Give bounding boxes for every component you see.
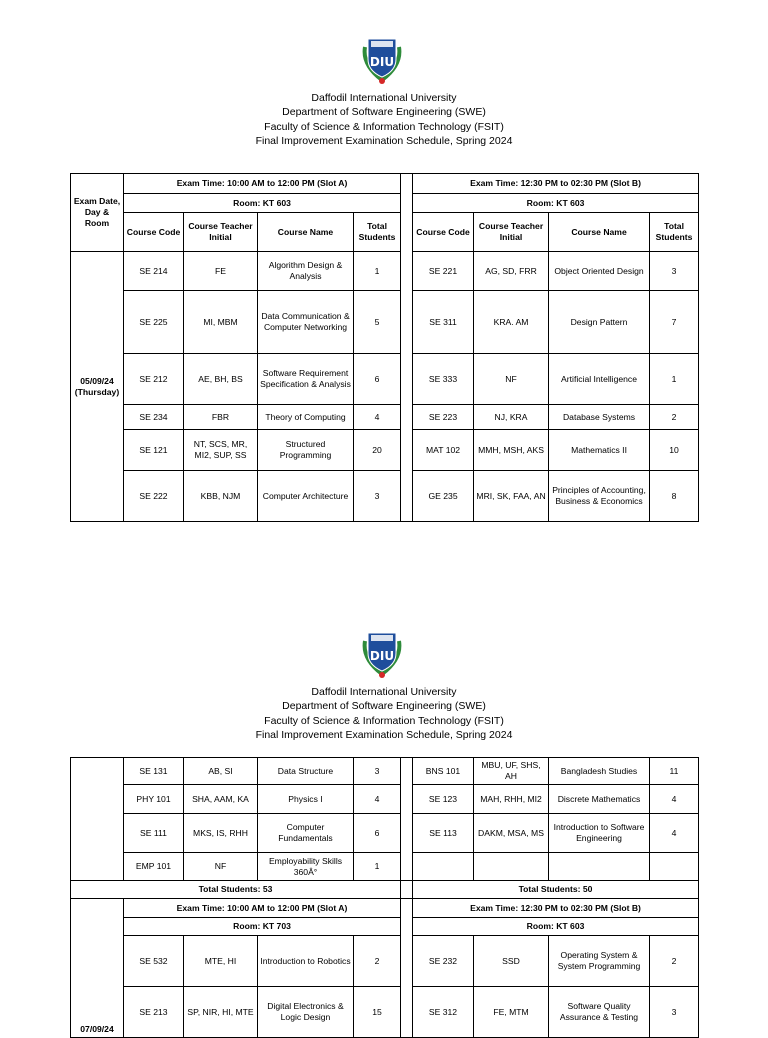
course-code: SE 212 bbox=[124, 354, 184, 405]
total-students: 2 bbox=[354, 936, 401, 987]
table-row bbox=[71, 987, 699, 1038]
total-students: 3 bbox=[650, 252, 699, 291]
course-code: SE 113 bbox=[413, 814, 474, 853]
total-students: 1 bbox=[354, 252, 401, 291]
slot-a-total-students: Total Students: 53 bbox=[71, 881, 401, 899]
course-name: Data Communication & Computer Networking bbox=[258, 291, 354, 354]
slot-b-room: Room: KT 603 bbox=[413, 194, 699, 213]
course-code: SE 232 bbox=[413, 936, 474, 987]
course-code: SE 311 bbox=[413, 291, 474, 354]
course-name: Discrete Mathematics bbox=[549, 785, 650, 814]
table-row bbox=[71, 252, 699, 291]
table-row bbox=[71, 430, 699, 471]
teacher-initial: NF bbox=[184, 853, 258, 881]
total-students: 20 bbox=[354, 430, 401, 471]
teacher-initial: MTE, HI bbox=[184, 936, 258, 987]
university-name: Daffodil International University bbox=[311, 686, 457, 698]
teacher-initial: FBR bbox=[184, 405, 258, 430]
table-row bbox=[71, 814, 699, 853]
course-code: SE 121 bbox=[124, 430, 184, 471]
diu-logo bbox=[359, 629, 405, 679]
course-name: Design Pattern bbox=[549, 291, 650, 354]
course-code: SE 111 bbox=[124, 814, 184, 853]
exam-date: 05/09/24 (Thursday) bbox=[71, 252, 124, 522]
column-gap bbox=[401, 758, 413, 881]
course-code: SE 131 bbox=[124, 758, 184, 785]
course-name: Database Systems bbox=[549, 405, 650, 430]
faculty-name: Faculty of Science & Information Technology (FSIT) bbox=[264, 120, 504, 133]
teacher-initial: SP, NIR, HI, MTE bbox=[184, 987, 258, 1038]
col-total-students: Total Students bbox=[354, 213, 401, 252]
course-code: SE 333 bbox=[413, 354, 474, 405]
course-code: SE 223 bbox=[413, 405, 474, 430]
teacher-initial: DAKM, MSA, MS bbox=[474, 814, 549, 853]
course-name: Operating System & System Programming bbox=[549, 936, 650, 987]
exam-date-header: Exam Date, Day & Room bbox=[71, 174, 124, 252]
svg-text:DIU: DIU bbox=[369, 649, 395, 663]
course-name: Computer Fundamentals bbox=[258, 814, 354, 853]
col-course-name: Course Name bbox=[549, 213, 650, 252]
teacher-initial: KRA. AM bbox=[474, 291, 549, 354]
course-name: Data Structure bbox=[258, 758, 354, 785]
teacher-initial: SSD bbox=[474, 936, 549, 987]
teacher-initial: MI, MBM bbox=[184, 291, 258, 354]
table-row bbox=[71, 785, 699, 814]
total-students: 4 bbox=[650, 785, 699, 814]
total-students: 6 bbox=[354, 354, 401, 405]
course-name: Computer Architecture bbox=[258, 471, 354, 522]
slot-a-time: Exam Time: 10:00 AM to 12:00 PM (Slot A) bbox=[124, 899, 401, 918]
total-students: 3 bbox=[354, 471, 401, 522]
column-gap bbox=[401, 174, 413, 522]
table-row bbox=[71, 853, 699, 881]
course-name: Physics I bbox=[258, 785, 354, 814]
slot-a-time: Exam Time: 10:00 AM to 12:00 PM (Slot A) bbox=[124, 174, 401, 194]
total-students: 7 bbox=[650, 291, 699, 354]
course-name: Object Oriented Design bbox=[549, 252, 650, 291]
total-students: 2 bbox=[650, 936, 699, 987]
column-gap bbox=[401, 881, 413, 899]
schedule-title: Final Improvement Examination Schedule, Spring 2024 bbox=[255, 134, 513, 147]
column-gap bbox=[401, 899, 413, 1038]
total-students: 2 bbox=[650, 405, 699, 430]
col-course-name: Course Name bbox=[258, 213, 354, 252]
empty-cell bbox=[650, 853, 699, 881]
teacher-initial: NJ, KRA bbox=[474, 405, 549, 430]
teacher-initial: MKS, IS, RHH bbox=[184, 814, 258, 853]
course-code: SE 312 bbox=[413, 987, 474, 1038]
department-name: Department of Software Engineering (SWE) bbox=[282, 700, 486, 713]
table-row bbox=[71, 936, 699, 987]
course-code: SE 532 bbox=[124, 936, 184, 987]
course-code: SE 234 bbox=[124, 405, 184, 430]
exam-date-blank bbox=[71, 758, 124, 881]
table-row bbox=[71, 405, 699, 430]
total-students: 15 bbox=[354, 987, 401, 1038]
course-name: Mathematics II bbox=[549, 430, 650, 471]
table-row bbox=[71, 758, 699, 785]
course-name: Employability Skills 360Â° bbox=[258, 853, 354, 881]
course-name: Bangladesh Studies bbox=[549, 758, 650, 785]
course-code: SE 213 bbox=[124, 987, 184, 1038]
teacher-initial: MMH, MSH, AKS bbox=[474, 430, 549, 471]
teacher-initial: AB, SI bbox=[184, 758, 258, 785]
total-students: 1 bbox=[650, 354, 699, 405]
department-name: Department of Software Engineering (SWE) bbox=[282, 106, 486, 119]
table-row bbox=[71, 354, 699, 405]
empty-cell bbox=[413, 853, 474, 881]
slot-b-total-students: Total Students: 50 bbox=[413, 881, 699, 899]
total-students: 4 bbox=[354, 785, 401, 814]
course-code: SE 123 bbox=[413, 785, 474, 814]
exam-schedule-table bbox=[70, 173, 699, 522]
totals-row bbox=[71, 881, 699, 899]
teacher-initial: MBU, UF, SHS, AH bbox=[474, 758, 549, 785]
course-name: Software Quality Assurance & Testing bbox=[549, 987, 650, 1038]
course-code: SE 221 bbox=[413, 252, 474, 291]
teacher-initial: MAH, RHH, MI2 bbox=[474, 785, 549, 814]
total-students: 6 bbox=[354, 814, 401, 853]
col-course-code: Course Code bbox=[413, 213, 474, 252]
course-name: Artificial Intelligence bbox=[549, 354, 650, 405]
course-code: BNS 101 bbox=[413, 758, 474, 785]
col-total-students: Total Students bbox=[650, 213, 699, 252]
total-students: 8 bbox=[650, 471, 699, 522]
page-header bbox=[0, 91, 768, 148]
total-students: 4 bbox=[650, 814, 699, 853]
teacher-initial: NT, SCS, MR, MI2, SUP, SS bbox=[184, 430, 258, 471]
course-name: Theory of Computing bbox=[258, 405, 354, 430]
teacher-initial: NF bbox=[474, 354, 549, 405]
course-code: SE 214 bbox=[124, 252, 184, 291]
schedule-title: Final Improvement Examination Schedule, Spring 2024 bbox=[255, 728, 513, 741]
course-code: GE 235 bbox=[413, 471, 474, 522]
total-students: 1 bbox=[354, 853, 401, 881]
page-header bbox=[0, 685, 768, 742]
total-students: 4 bbox=[354, 405, 401, 430]
course-name: Algorithm Design & Analysis bbox=[258, 252, 354, 291]
exam-schedule-table-continued bbox=[70, 757, 699, 1038]
col-teacher-initial: Course Teacher Initial bbox=[184, 213, 258, 252]
slot-b-time: Exam Time: 12:30 PM to 02:30 PM (Slot B) bbox=[413, 899, 699, 918]
slot-b-time: Exam Time: 12:30 PM to 02:30 PM (Slot B) bbox=[413, 174, 699, 194]
faculty-name: Faculty of Science & Information Technology (FSIT) bbox=[264, 714, 504, 727]
course-name: Software Requirement Specification & Analysis bbox=[258, 354, 354, 405]
course-name: Digital Electronics & Logic Design bbox=[258, 987, 354, 1038]
slot-b-room: Room: KT 603 bbox=[413, 918, 699, 936]
exam-date: 07/09/24 bbox=[71, 899, 124, 1038]
svg-text:DIU: DIU bbox=[369, 55, 395, 69]
course-code: MAT 102 bbox=[413, 430, 474, 471]
course-code: EMP 101 bbox=[124, 853, 184, 881]
col-teacher-initial: Course Teacher Initial bbox=[474, 213, 549, 252]
slot-a-room: Room: KT 703 bbox=[124, 918, 401, 936]
total-students: 10 bbox=[650, 430, 699, 471]
course-code: SE 225 bbox=[124, 291, 184, 354]
total-students: 5 bbox=[354, 291, 401, 354]
university-name: Daffodil International University bbox=[311, 92, 457, 104]
course-name: Principles of Accounting, Business & Economics bbox=[549, 471, 650, 522]
empty-cell bbox=[474, 853, 549, 881]
empty-cell bbox=[549, 853, 650, 881]
teacher-initial: AE, BH, BS bbox=[184, 354, 258, 405]
course-code: PHY 101 bbox=[124, 785, 184, 814]
teacher-initial: AG, SD, FRR bbox=[474, 252, 549, 291]
slot-a-room: Room: KT 603 bbox=[124, 194, 401, 213]
table-row bbox=[71, 291, 699, 354]
course-code: SE 222 bbox=[124, 471, 184, 522]
total-students: 11 bbox=[650, 758, 699, 785]
teacher-initial: FE, MTM bbox=[474, 987, 549, 1038]
course-name: Structured Programming bbox=[258, 430, 354, 471]
course-name: Introduction to Robotics bbox=[258, 936, 354, 987]
teacher-initial: FE bbox=[184, 252, 258, 291]
teacher-initial: SHA, AAM, KA bbox=[184, 785, 258, 814]
table-row bbox=[71, 471, 699, 522]
diu-logo bbox=[359, 35, 405, 85]
teacher-initial: KBB, NJM bbox=[184, 471, 258, 522]
total-students: 3 bbox=[650, 987, 699, 1038]
course-name: Introduction to Software Engineering bbox=[549, 814, 650, 853]
teacher-initial: MRI, SK, FAA, AN bbox=[474, 471, 549, 522]
col-course-code: Course Code bbox=[124, 213, 184, 252]
total-students: 3 bbox=[354, 758, 401, 785]
